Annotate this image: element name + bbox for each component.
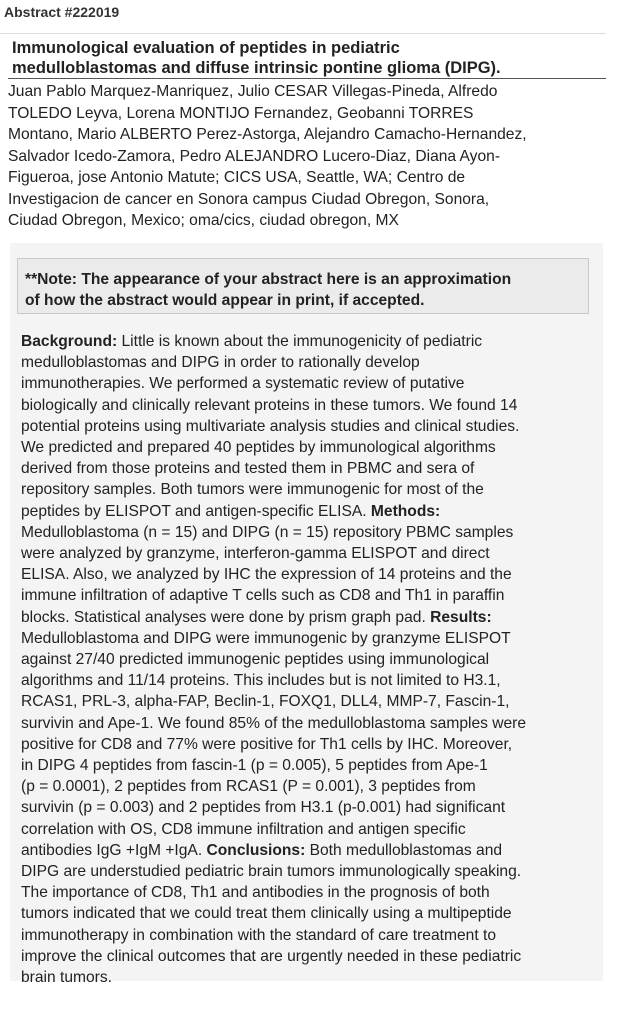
body-line: DIPG are understudied pediatric brain tumors immunologically speaking. (21, 863, 522, 881)
author-line: Investigacion de cancer en Sonora campus Ciudad Obregon, Sonora, (8, 190, 490, 208)
body-line: algorithms and 11/14 proteins. This includes but is not limited to H3.1, (21, 672, 501, 690)
conclusions-heading: Conclusions: (206, 841, 306, 859)
body-line: tumors indicated that we could treat them clinically using a multipeptide (21, 905, 512, 923)
background-heading: Background: (21, 333, 118, 350)
note-line: of how the abstract would appear in print, if accepted. (25, 292, 425, 309)
abstract-id: Abstract #222019 (4, 4, 120, 20)
author-line: Salvador Icedo-Zamora, Pedro ALEJANDRO Lucero-Diaz, Diana Ayon- (8, 147, 501, 165)
body-line: were analyzed by granzyme, interferon-gamma ELISPOT and direct (21, 545, 490, 563)
body-line: immunotherapy in combination with the standard of care treatment to (21, 926, 496, 944)
body-line: immune infiltration of adaptive T cells such as CD8 and Th1 in paraffin (21, 587, 505, 605)
body-line: derived from those proteins and tested them in PBMC and sera of (21, 460, 475, 478)
body-line: potential proteins using multivariate analysis studies and clinical studies. (21, 417, 520, 435)
title-divider (8, 78, 606, 79)
body-line: (p = 0.0001), 2 peptides from RCAS1 (P = 0.001), 3 peptides from (21, 778, 476, 796)
body-line: antibodies IgG +IgM +IgA. Conclusions: Both medulloblastomas and (21, 841, 503, 859)
author-list (8, 81, 604, 232)
body-line: repository samples. Both tumors were immunogenic for most of the (21, 481, 484, 499)
body-line: against 27/40 predicted immunogenic peptides using immunological (21, 651, 490, 669)
body-line: biologically and clinically relevant proteins in these tumors. We found 14 (21, 396, 518, 414)
header-divider (0, 33, 606, 34)
body-line: survivin and Ape-1. We found 85% of the medulloblastoma samples were (21, 714, 527, 732)
body-line: in DIPG 4 peptides from fascin-1 (p = 0.005), 5 peptides from Ape-1 (21, 757, 488, 775)
author-line: Ciudad Obregon, Mexico; oma/cics, ciudad obregon, MX (8, 212, 399, 229)
body-line: Medulloblastoma (n = 15) and DIPG (n = 15) repository PBMC samples (21, 523, 514, 541)
body-line: brain tumors. (21, 969, 112, 987)
body-line: Medulloblastoma and DIPG were immunogenic by granzyme ELISPOT (21, 629, 511, 647)
body-line: RCAS1, PRL-3, alpha-FAP, Beclin-1, FOXQ1, DLL4, MMP-7, Fascin-1, (21, 693, 510, 711)
results-heading: Results: (430, 608, 492, 626)
author-line: TOLEDO Leyva, Lorena MONTIJO Fernandez, Geobanni TORRES (8, 104, 474, 122)
body-line: survivin (p = 0.003) and 2 peptides from H3.1 (p-0.001) had significant (21, 799, 506, 817)
body-line: Background: Little is known about the immunogenicity of pediatric (21, 333, 483, 350)
body-line: correlation with OS, CD8 immune infiltration and antigen specific (21, 820, 466, 838)
author-line: Juan Pablo Marquez-Manriquez, Julio CESAR Villegas-Pineda, Alfredo (8, 83, 498, 100)
body-line: blocks. Statistical analyses were done by prism graph pad. Results: (21, 608, 492, 626)
body-line: peptides by ELISPOT and antigen-specific ELISA. Methods: (21, 502, 441, 520)
body-line: improve the clinical outcomes that are urgently needed in these pediatric (21, 947, 522, 965)
body-line: medulloblastomas and DIPG in order to rationally develop (21, 354, 420, 372)
author-line: Montano, Mario ALBERTO Perez-Astorga, Alejandro Camacho-Hernandez, (8, 126, 527, 143)
body-line: positive for CD8 and 77% were positive for Th1 cells by IHC. Moreover, (21, 735, 513, 753)
note-line: **Note: The appearance of your abstract here is an approximation (25, 271, 512, 288)
body-line: The importance of CD8, Th1 and antibodies in the prognosis of both (21, 884, 490, 902)
abstract-title (12, 38, 602, 78)
body-line: ELISA. Also, we analyzed by IHC the expression of 14 proteins and the (21, 566, 512, 584)
print-approximation-note (17, 258, 589, 314)
abstract-body (21, 331, 598, 988)
title-line: Immunological evaluation of peptides in pediatric (12, 39, 400, 57)
methods-heading: Methods: (370, 502, 441, 520)
title-line: medulloblastomas and diffuse intrinsic pontine glioma (DIPG). (12, 59, 501, 77)
author-line: Figueroa, jose Antonio Matute; CICS USA, Seattle, WA; Centro de (8, 169, 466, 186)
body-line: We predicted and prepared 40 peptides by immunological algorithms (21, 439, 496, 457)
body-line: immunotherapies. We performed a systematic review of putative (21, 375, 465, 393)
